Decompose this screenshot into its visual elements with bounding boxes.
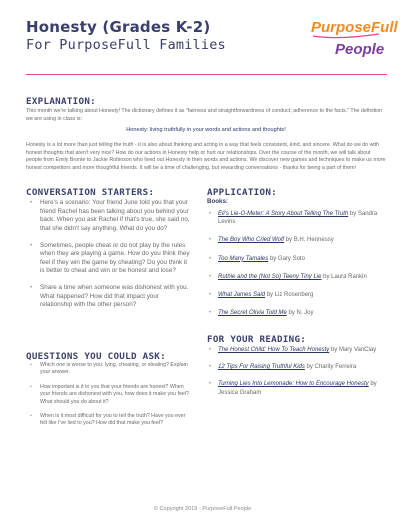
article-author: by Mary VanClay xyxy=(329,347,377,353)
book-author: by B.H. Hennessy xyxy=(284,237,334,244)
application-heading: APPLICATION: xyxy=(207,187,277,198)
book-author: by Sandra Levins xyxy=(218,211,378,226)
conversation-heading: CONVERSATION STARTERS: xyxy=(26,187,155,198)
explanation-body: Honesty is a lot more than just telling the truth - it is also about thinking and acting in a way that feels consistent, kind, and sincere. What do we do with honest thoughts that aren't very nice? How do our actions in Honesty help or hurt our relationships. Over the course of the month, we will talk about people from Emily Bronte to Jackie Robinson who lived out Honesty in their words and actions. We discover new games and techniques to make us more honest competitors and more thoughtful friends. It will be a time of challenging, but rewarding conversations - thanks for being a part of them! xyxy=(26,142,386,171)
article-link[interactable]: The Honest Child: How To Teach Honesty xyxy=(218,347,330,353)
questions-heading: QUESTIONS YOU COULD ASK: xyxy=(26,351,166,362)
honesty-definition: Honesty: living truthfully in your words and actions and thoughts! xyxy=(126,127,286,133)
article-link[interactable]: Turning Lies Into Lemonade: How to Encourage Honesty xyxy=(218,381,369,388)
list-item xyxy=(207,236,387,244)
books-label: Books: xyxy=(207,198,228,205)
list-item xyxy=(207,273,387,281)
reading-heading: FOR YOUR READING: xyxy=(207,334,307,345)
header-divider xyxy=(26,74,387,75)
list-item xyxy=(207,380,387,396)
book-link[interactable]: Too Many Tamales xyxy=(218,255,269,262)
page-subtitle: For PurposeFull Families xyxy=(26,37,226,53)
list-item xyxy=(207,346,387,354)
book-link[interactable]: The Secret Olivia Told Me xyxy=(218,310,287,317)
books-list xyxy=(207,210,387,327)
article-author: by Jessica Graham xyxy=(218,381,377,396)
reading-list xyxy=(207,346,387,406)
list-item xyxy=(207,363,387,371)
purposefull-people-logo xyxy=(309,12,398,64)
logo-text-purposefull: PurposeFull xyxy=(311,19,398,36)
list-item: • Here's a scenario: Your friend June told you that your friend Rachel has been talking about you behind your back. When you ask Rachel if that's true, she said no, that she didn't say anything. What do you do? xyxy=(30,199,192,233)
list-item: • Sometimes, people cheat or do not play by the rules when they are playing a game. How do you think they feel if they win the game by cheating? Do you think it is better to cheat and win or be honest and lose? xyxy=(30,242,192,276)
article-author: by Charity Ferreira xyxy=(304,364,357,371)
article-link[interactable]: 12 Tips For Raising Truthful Kids xyxy=(218,364,305,371)
list-item xyxy=(207,291,387,299)
list-item: • How important is it to you that your friends are honest? When your friends are dishonest with you, how does it make you feel? What should you do about it? xyxy=(30,384,192,406)
list-item xyxy=(207,210,387,226)
list-item: • When is it most difficult for you to tell the truth? Have you ever felt like I've lied to you? How did that make you feel? xyxy=(30,413,192,428)
logo-text-people: People xyxy=(335,41,385,58)
explanation-intro: This month we're talking about Honesty! The dictionary defines it as "fairness and straightforwardness of conduct; adherence to the facts." The definition we are using in class is: xyxy=(26,108,383,122)
book-author: by Liz Rosenberg xyxy=(265,292,314,299)
list-item: • Which one is worse to you: lying, cheating, or stealing? Explain your answer. xyxy=(30,362,192,377)
conversation-list xyxy=(30,199,192,318)
book-link[interactable]: What James Said xyxy=(218,292,266,299)
book-author: by N. Joy xyxy=(286,310,314,317)
book-author: by Gary Soto xyxy=(268,255,305,262)
book-link[interactable]: Ruthie and the (Not So) Teeny Tiny Lie xyxy=(218,273,322,280)
list-item: • Share a time when someone was dishonest with you. What happened? How did that impact your relationship with the other person? xyxy=(30,284,192,310)
copyright-footer: © Copyright 2019 - PurposeFull People xyxy=(153,506,252,512)
explanation-heading: EXPLANATION: xyxy=(26,96,96,107)
book-link[interactable]: The Boy Who Cried Wolf xyxy=(218,237,285,244)
book-author: by Laura Rankin xyxy=(321,273,367,280)
list-item xyxy=(207,309,387,317)
list-item xyxy=(207,255,387,263)
page-title: Honesty (Grades K-2) xyxy=(26,18,211,36)
questions-list xyxy=(30,362,192,435)
book-link[interactable]: Eli's Lie-O-Meter: A Story About Telling The Truth xyxy=(218,211,349,217)
